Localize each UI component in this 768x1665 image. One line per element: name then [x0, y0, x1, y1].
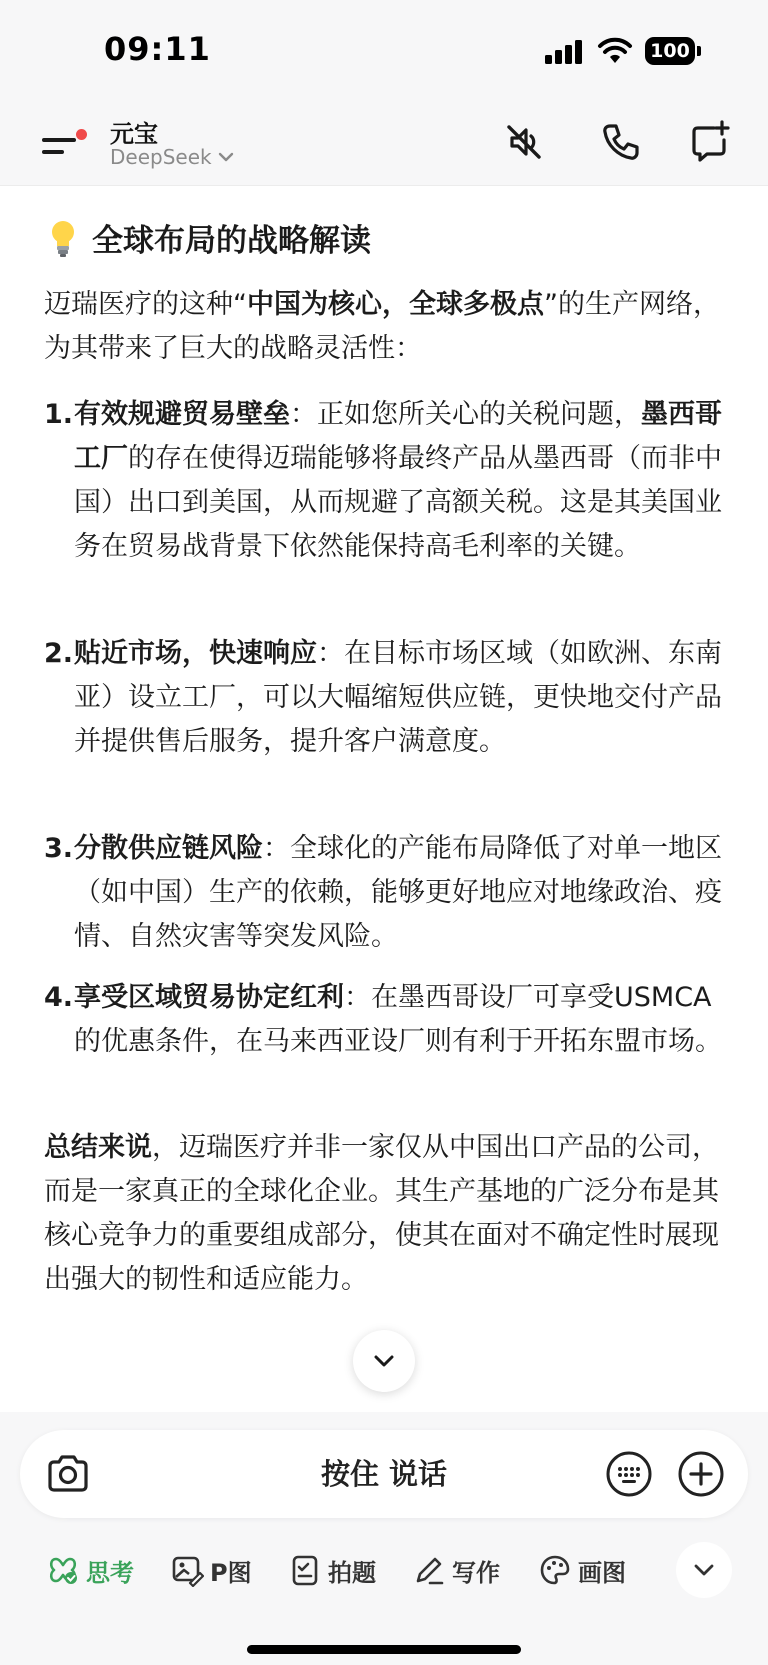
keyboard-icon [605, 1450, 653, 1498]
phone-icon [596, 118, 644, 166]
keyboard-button[interactable] [605, 1450, 653, 1498]
think-icon [46, 1553, 80, 1587]
speaker-muted-icon [500, 118, 548, 166]
cellular-signal-icon [545, 40, 585, 64]
model-selector[interactable] [110, 145, 234, 169]
notification-dot [76, 129, 87, 140]
intro-paragraph: 迈瑞医疗的这种“中国为核心，全球多极点”的生产网络，为其带来了巨大的战略灵活性： [44, 289, 720, 364]
more-actions-button[interactable] [677, 1450, 725, 1498]
chevron-down-icon [218, 151, 234, 163]
status-time: 09:11 [104, 30, 211, 68]
section-heading [48, 215, 371, 260]
chat-message [0, 187, 768, 1412]
photo-question-icon [288, 1553, 322, 1587]
tool-writing[interactable]: 写作 [412, 1548, 500, 1592]
home-indicator [247, 1645, 521, 1654]
chevron-down-icon [372, 1353, 396, 1369]
status-bar [0, 0, 768, 100]
lightbulb-icon [48, 218, 78, 258]
plus-icon [677, 1450, 725, 1498]
new-chat-button[interactable] [686, 118, 734, 166]
model-name: DeepSeek [110, 145, 212, 169]
camera-icon [44, 1450, 92, 1498]
list-item: 2. 贴近市场，快速响应：在目标市场区域（如欧洲、东南亚）设立工厂，可以大幅缩短供应链，更快地交付产品并提供售后服务，提升客户满意度。 [44, 638, 722, 757]
tool-bar [0, 1542, 768, 1602]
tool-drawing[interactable]: 画图 [538, 1548, 626, 1592]
scroll-to-bottom-button[interactable] [353, 1330, 415, 1392]
mute-voice-button[interactable] [500, 118, 548, 166]
battery-level: 100 [645, 37, 695, 65]
list-item: 4. 享受区域贸易协定红利：在墨西哥设厂可享受USMCA的优惠条件，在马来西亚设厂则有利于开拓东盟市场。 [44, 982, 722, 1057]
camera-button[interactable] [44, 1450, 92, 1498]
tool-photo-question[interactable]: 拍题 [288, 1548, 376, 1592]
tools-expand-button[interactable] [676, 1542, 732, 1598]
composer-area [0, 1412, 768, 1665]
tool-image-edit[interactable]: P图 [170, 1548, 252, 1592]
app-title: 元宝 [110, 120, 158, 148]
menu-button[interactable] [38, 116, 88, 166]
chevron-down-icon [693, 1563, 715, 1577]
list-item: 3. 分散供应链风险：全球化的产能布局降低了对单一地区（如中国）生产的依赖，能够更好地应对地缘政治、疫情、自然灾害等突发风险。 [44, 833, 722, 952]
section-title: 全球布局的战略解读 [92, 223, 371, 259]
summary-paragraph: 总结来说，迈瑞医疗并非一家仅从中国出口产品的公司，而是一家真正的全球化企业。其生产基地的广泛分布是其核心竞争力的重要组成部分，使其在面对不确定性时展现出强大的韧性和适应能力。 [44, 1132, 719, 1295]
hold-to-talk-button[interactable]: 按住 说话 [320, 1457, 448, 1491]
tool-think[interactable]: 思考 [46, 1548, 134, 1592]
call-button[interactable] [596, 118, 644, 166]
list-item: 1. 有效规避贸易壁垒：正如您所关心的关税问题，墨西哥工厂的存在使得迈瑞能够将最终产品从墨西哥（而非中国）出口到美国，从而规避了高额关税。这是其美国业务在贸易战背景下依然能保持高毛利率的关键。 [44, 399, 722, 562]
wifi-icon [597, 36, 633, 66]
battery-icon [645, 37, 701, 65]
new-chat-icon [686, 118, 734, 166]
voice-input-bar [20, 1430, 748, 1518]
image-edit-icon [170, 1553, 204, 1587]
chat-header [0, 100, 768, 186]
menu-icon [42, 138, 76, 142]
pen-icon [412, 1553, 446, 1587]
palette-icon [538, 1553, 572, 1587]
